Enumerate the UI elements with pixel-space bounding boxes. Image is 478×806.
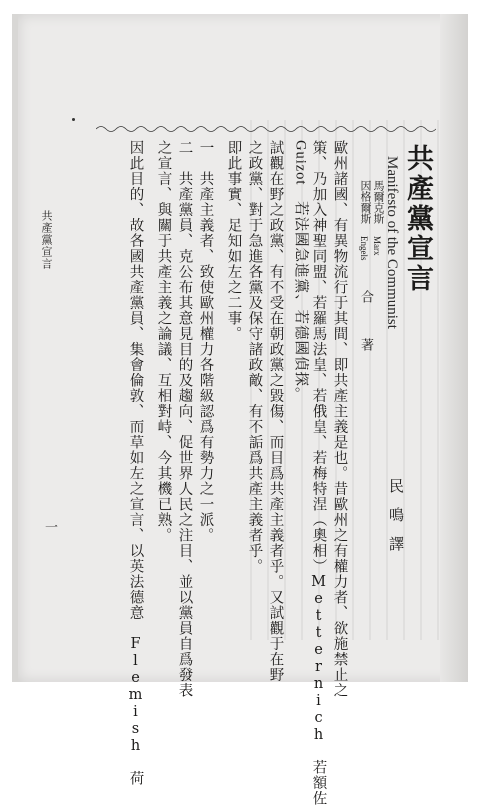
body-line-7: 一 共產主義者、致使歐州權力各階級認爲有勢力之一派。: [197, 140, 214, 543]
wavy-rule: [96, 124, 436, 134]
co-author-label: 合 著: [358, 290, 373, 361]
document-title: 共產黨宣言: [402, 144, 433, 294]
ink-speck: [72, 118, 75, 121]
english-subtitle: Manifesto of the Communist: [384, 156, 400, 329]
author-engels-cn: 因格爾斯: [359, 180, 372, 224]
author-engels-en: Engels: [359, 236, 369, 261]
body-line-2: 策、乃加入神聖同盟、若羅馬法皇、若俄皇、若梅特涅（奧相）Metternich 若額佐: [310, 140, 327, 806]
body-line-9: 之宣言、與關于共產主義之論議、互相對峙、今其機已熟。: [155, 140, 172, 543]
body-line-5: 之政黨、對于急進各黨及保守諸政敵、有不詬爲共產主義者乎。: [246, 140, 263, 574]
body-line-1: 歐州諸國、有異物流行于其間、即共產主義是也。昔歐州之有權力者、欲施禁止之: [331, 140, 348, 698]
translator-credit: 民鳴譯: [387, 478, 405, 565]
body-line-8: 二 共產黨員、克公布其意見目的及趨向、促世界人民之注目、並以黨員自爲發表: [176, 140, 193, 698]
body-line-6: 即此事實、足知如左之二事。: [225, 140, 242, 342]
body-line-3: Guizot 若法國急進黨、若德國偵探。: [292, 140, 309, 403]
author-marx-cn: 馬爾克斯: [372, 180, 385, 224]
body-line-4: 試觀在野之政黨、有不受在朝政黨之毀傷、而目爲共產主義者乎。又試觀于在野: [267, 140, 284, 683]
body-line-10: 因此目的、故各國共產黨員、集會倫敦、而草如左之宣言、以英法德意 Flemish 荷: [127, 140, 144, 786]
author-marx-en: Marx: [372, 236, 382, 256]
page-number: 一: [42, 520, 57, 533]
running-head: 共產黨宣言: [40, 210, 53, 270]
